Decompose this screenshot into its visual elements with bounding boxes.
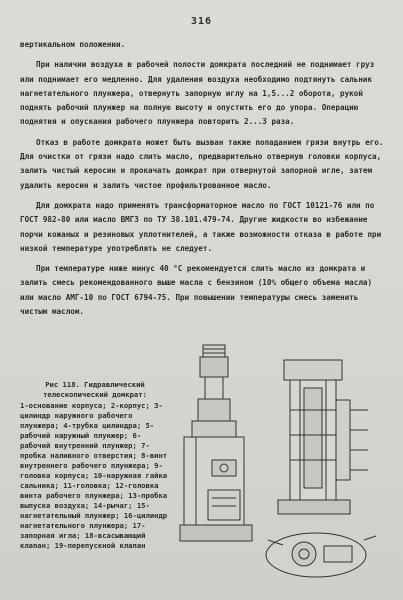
jack-outer-plunger (198, 399, 230, 421)
jack-head (200, 357, 228, 377)
figure-caption (20, 380, 170, 551)
page-number: 316 (190, 16, 213, 27)
section-pump-tube (336, 400, 350, 480)
body-text (20, 38, 388, 319)
caption-text: 1-основание корпуса; 2-корпус; 3-цилиндр наружного рабочего плунжера; 4-трубка цилиндра; 5-рабочий наружный плунжер; 6-рабочий внутренний плунжер; 7-пробка наливного отверстия; 8-винт внутреннего рабочего плунжера; 9-головка корпуса; 10-наружная гайка сальника; 11-головка; 12-головка винта рабочего плунжера; 13-пробка выпуска воздуха; 14-рычаг; 15-нагнетательный плунжер; 16-цилиндр нагнетательного плунжера; 17-запорная игла; 18-всасывающий клапан; 19-перепускной клапан (20, 401, 168, 550)
jack-screw-head (203, 345, 225, 357)
paragraph: При наличии воздуха в рабочей полости домкрата последний не поднимает груз или поднимает его медленно. Для удаления воздуха необходимо подтянуть сальник нагнетательного плунжера, отвернуть запорную иглу на 1,5...2 оборота, рукой поднять рабочий плунжер на полную высоту и опустить его до упора. Операцию поднятия и опускания рабочего плунжера повторить 2...3 раза. (20, 60, 375, 127)
hydraulic-jack-illustration (178, 340, 378, 590)
jack-valve-block (208, 490, 240, 520)
caption-title: Рис 118. Гидравлический телескопический домкрат: (43, 380, 147, 399)
jack-base (180, 525, 252, 541)
section-plunger (304, 388, 322, 488)
paragraph: Для домкрата надо применять трансформаторное масло по ГОСТ 10121-76 или по ГОСТ 982-80 или масло ВМГЗ по ТУ 38.101.479-74. Другие жидкости во избежание порчи кожаных и резиновых уплотнителей, а также возможности отказа в работе при низкой температуре употреблять не следует. (20, 200, 382, 253)
jack-inner-plunger (205, 377, 223, 399)
jack-drawing (178, 340, 378, 590)
section-head (284, 360, 342, 380)
jack-gland-nut (192, 421, 236, 437)
paragraph: При температуре ниже минус 40 °С рекомендуется слить масло из домкрата и залить смесь рекомендованного выше масла с бензином (10% общего объема масла) или масло АМГ-10 по ГОСТ 6794-75. При повышении температуры смесь заменить чистым маслом. (20, 264, 373, 317)
section-base (278, 500, 350, 514)
paragraph: Отказ в работе домкрата может быть вызван также попаданием грязи внутрь его. Для очистки от грязи надо слить масло, предварительно отвернув головки корпуса, залить чистый керосин и прокачать домкрат при отвернутой запорной игле, затем удалить керосин и залить чистое профильтрованное масло. (20, 137, 384, 190)
paragraph: вертикальном положении. (20, 40, 126, 49)
jack-pump-block (212, 460, 236, 476)
